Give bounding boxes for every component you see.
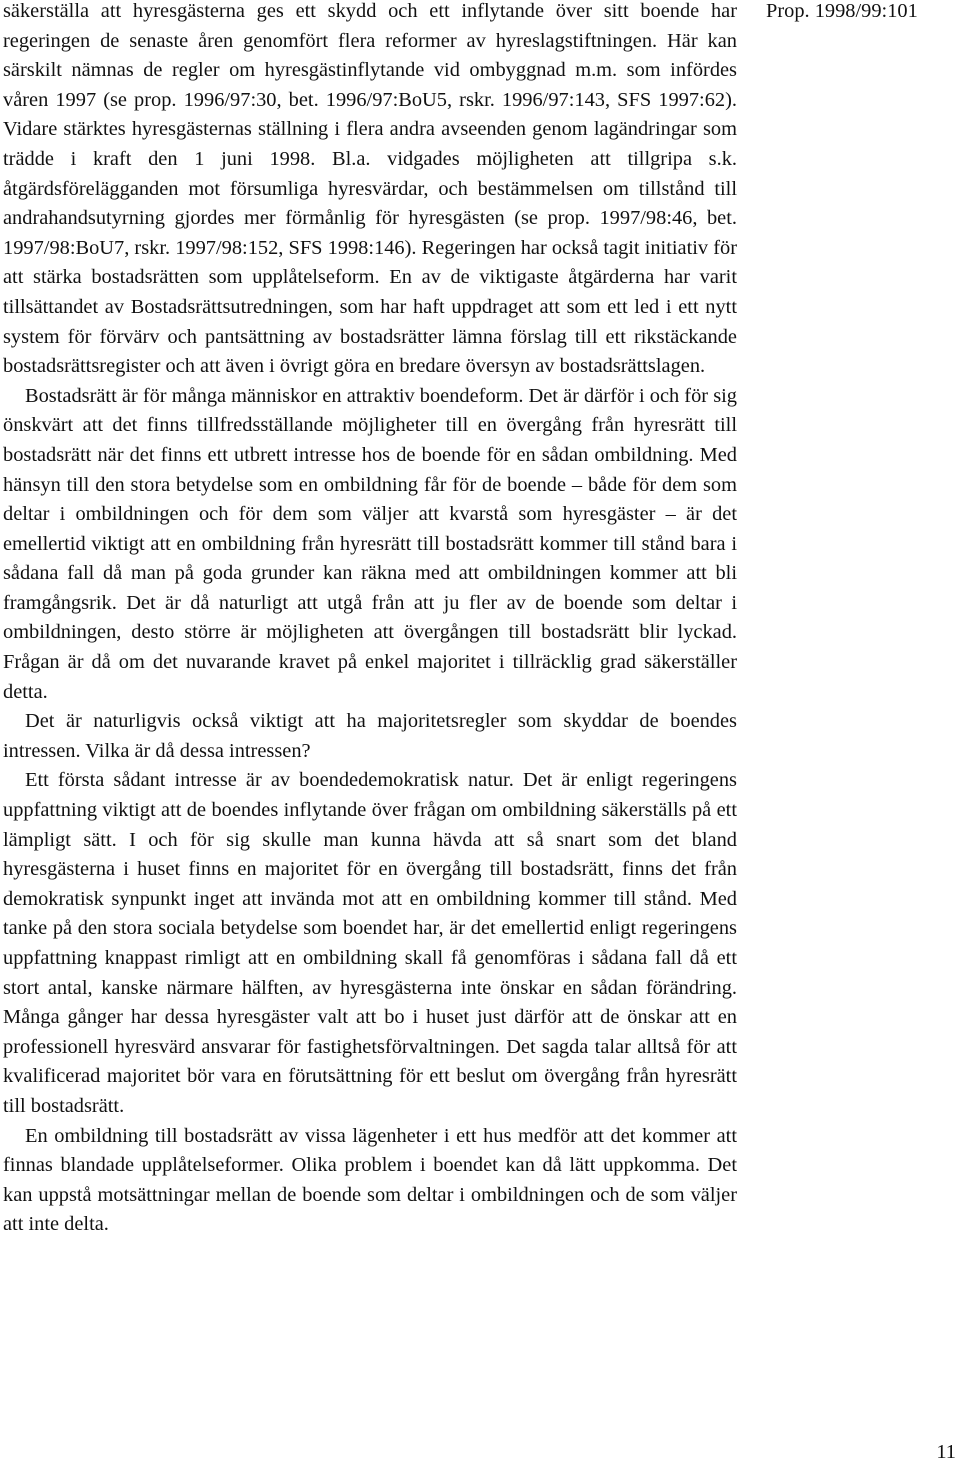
body-text [3,0,737,1240]
paragraph-5: En ombildning till bostadsrätt av vissa lägenheter i ett hus medför att det kommer att finnas blandade upplåtelseformer. Olika problem i boendet kan då lätt uppkomma. Det kan uppstå motsättningar mellan de boende som deltar i ombildningen och de som väljer att inte delta. [3,1124,737,1236]
paragraph-4: Ett första sådant intresse är av boendedemokratisk natur. Det är enligt regeringens uppfattning viktigt att de boendes inflytande över frågan om ombildning säkerställs på ett lämpligt sätt. I och för sig skulle man kunna hävda att så snart som det bland hyresgästerna i huset finns en majoritet för en övergång till bostadsrätt, finns det från demokratisk synpunkt inget att invända mot att en ombildning kommer till stånd. Med tanke på den stora sociala betydelse som boendet har, är det emellertid enligt regeringens uppfattning knappast rimligt att en ombildning skall få genomföras i sådana fall då ett stort antal, kanske närmare hälften, av hyresgästerna inte önskar en sådan förändring. Många gånger har dessa hyresgäster valt att bo i huset just därför att de önskar att en professionell hyresvärd ansvarar för fastighetsförvaltningen. Det sagda talar alltså för att kvalificerad majoritet bör vara en förutsättning för ett beslut om övergång från hyresrätt till bostadsrätt. [3,769,737,1117]
paragraph-1: säkerställa att hyresgästerna ges ett skydd och ett inflytande över sitt boende har regeringen de senaste åren genomfört flera reformer av hyreslagstiftningen. Här kan särskilt nämnas de regler om hyresgästinflytande vid ombyggnad m.m. som infördes våren 1997 (se prop. 1996/97:30, bet. 1996/97:BoU5, rskr. 1996/97:143, SFS 1997:62). Vidare stärktes hyresgästernas ställning i flera andra avseenden genom lagändringar som trädde i kraft den 1 juni 1998. Bl.a. vidgades möjligheten att tillgripa s.k. åtgärdsförelägganden mot försumliga hyresvärdar, och bestämmelsen om tillstånd till andrahandsutyrning gjordes mer förmånlig för hyresgästen (se prop. 1997/98:46, bet. 1997/98:BoU7, rskr. 1997/98:152, SFS 1998:146). Regeringen har också tagit initiativ för att stärka bostadsrätten som upplåtelseform. En av de viktigaste åtgärderna har varit tillsättandet av Bostadsrättsutredningen, som har haft uppdraget att som ett led i ett nytt system för förvärv och pantsättning av bostadsrätter lämna förslag till ett rikstäckande bostadsrättsregister och att även i övrigt göra en bredare översyn av bostadsrättslagen. [3,0,738,378]
page-number: 11 [936,1441,956,1463]
margin-reference: Prop. 1998/99:101 [766,0,918,22]
paragraph-3: Det är naturligvis också viktigt att ha majoritetsregler som skyddar de boendes intressen. Vilka är då dessa intressen? [3,710,737,762]
paragraph-2: Bostadsrätt är för många människor en attraktiv boendeform. Det är därför i och för sig önskvärt att det finns tillfredsställande möjligheter till en övergång från hyresrätt till bostadsrätt när det finns ett utbrett intresse hos de boende för en sådan ombildning. Med hänsyn till den stora betydelse som en ombildning får för de boende – både för dem som deltar i ombildningen och för dem som väljer att kvarstå som hyresgäster – är det emellertid viktigt att en ombildning från hyresrätt till bostadsrätt kommer till stånd bara i sådana fall då man på goda grunder kan räkna med att ombildningen kommer att bli framgångsrik. Det är då naturligt att utgå från att ju fler av de boende som deltar i ombildningen, desto större är möjligheten att övergången till bostadsrätt blir lyckad. Frågan är då om det nuvarande kravet på enkel majoritet i tillräcklig grad säkerställer detta. [3,384,737,703]
